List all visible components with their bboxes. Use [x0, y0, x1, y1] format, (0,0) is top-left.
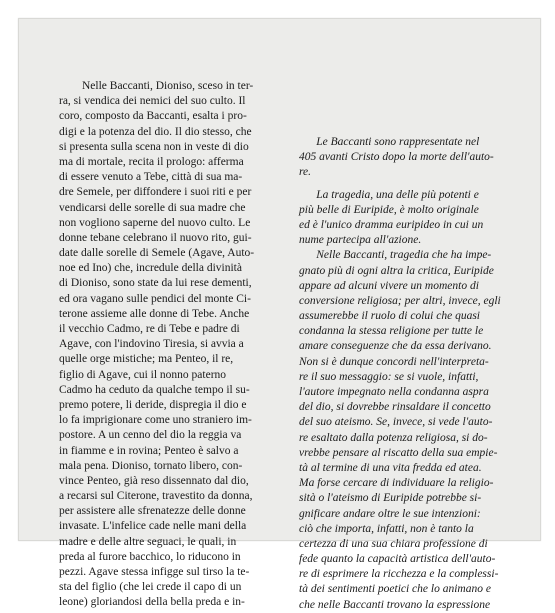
text-line: La tragedia, una delle più potenti e: [299, 188, 479, 201]
text-line: pezzi. Agave stessa infigge sul tirso la te-: [59, 566, 250, 578]
text-line: amare conseguenze che da essa derivano.: [299, 340, 492, 353]
text-line: noe ed Ino) che, incredule della divinità: [59, 262, 242, 275]
text-line: ra, si vendica dei nemici del suo culto. Il: [59, 95, 246, 108]
text-line: gnificare andare oltre le sue intenzioni:: [299, 507, 481, 520]
text-line: fede quanto la capacità artistica dell'auto-: [299, 553, 496, 566]
text-line: tà al termine di una vita fredda ed atea.: [299, 461, 482, 474]
text-line: del suo ateismo. Se, invece, si vede l'auto-: [299, 416, 493, 429]
text-line: per assistere alle sfrenatezze delle donne: [59, 505, 246, 518]
right-column-text: [299, 135, 501, 613]
left-column-text: [59, 79, 254, 611]
text-line: vince Penteo, già reso dissennato dal dio,: [59, 474, 249, 487]
text-line: non vogliono saperne del nuovo culto. Le: [59, 216, 251, 229]
text-line: [299, 181, 501, 188]
text-line: ma di mortale, recita il prologo: afferma: [59, 155, 244, 168]
text-line: Non si è dunque concordi nell'interpreta-: [299, 355, 489, 368]
text-line: a recarsi sul Citerone, travestito da donna,: [59, 490, 253, 503]
text-line: più belle di Euripide, è molto originale: [299, 203, 479, 216]
text-line: 405 avanti Cristo dopo la morte dell'auto-: [299, 151, 494, 164]
text-line: condanna la stessa religione per tutte le: [299, 325, 484, 338]
text-line: re il suo messaggio: se si vuole, infatti,: [299, 370, 479, 383]
text-line: vendicarsi delle sorelle di sua madre che: [59, 201, 246, 214]
text-line: ciò che importa, infatti, non è tanto la: [299, 522, 474, 535]
text-line: lo fa imprigionare come uno straniero im-: [59, 414, 252, 427]
text-line: postore. A un cenno del dio la reggia va: [59, 429, 242, 442]
text-line: Ma forse cercare di individuare la religio-: [299, 477, 494, 490]
text-line: terone assieme alle donne di Tebe. Anche: [59, 307, 250, 320]
text-line: Le Baccanti sono rappresentate nel: [299, 136, 480, 148]
text-line: digi e la potenza del dio. Il dio stesso, che: [59, 125, 252, 138]
text-line: gnato più di ogni altra la critica, Euripide: [299, 264, 494, 277]
text-line: mala pena. Dioniso, tornato libero, con-: [59, 459, 243, 472]
text-line: nume partecipa all'azione.: [299, 234, 422, 247]
text-line: sità o l'ateismo di Euripide potrebbe si-: [299, 492, 482, 505]
text-line: coro, composto da Baccanti, esalta i pro-: [59, 110, 247, 123]
text-line: Nelle Baccanti, tragedia che ha impe-: [299, 249, 492, 262]
scanned-page: [18, 18, 541, 611]
text-line: di Dioniso, sono state da lui rese dementi,: [59, 277, 252, 290]
text-line: appare ad alcuni vivere un momento di: [299, 279, 479, 292]
text-line: conversione religiosa; per altri, invece, egli: [299, 294, 501, 307]
text-line: leone) gloriandosi della bella preda e in-: [59, 596, 245, 609]
text-line: l'autore impegnato nella condanna aspra: [299, 386, 489, 398]
text-line: re esaltato dalla potenza religiosa, si do-: [299, 431, 488, 444]
text-line: assumerebbe il ruolo di colui che quasi: [299, 310, 480, 323]
text-line: figlio di Agave, cui il nonno paterno: [59, 368, 227, 381]
text-line: premo potere, li deride, dispregia il dio e: [59, 398, 247, 411]
text-line: del dio, si dovrebbe rinsaldare il concetto: [299, 401, 491, 414]
text-line: Nelle Baccanti, Dioniso, sceso in ter-: [59, 80, 254, 92]
text-line: ed è l'unico dramma euripideo in cui un: [299, 218, 484, 231]
text-line: si presenta sulla scena non in veste di dio: [59, 140, 249, 153]
text-line: vrebbe pensare al riscatto della sua empie-: [299, 446, 498, 459]
text-line: di essere venuto a Tebe, città di sua ma-: [59, 171, 243, 184]
text-line: invasate. L'infelice cade nelle mani della: [59, 520, 247, 533]
text-line: re.: [299, 166, 312, 179]
text-line: certezza di una sua chiara professione di: [299, 537, 488, 550]
text-line: Cadmo ha ceduto da qualche tempo il su-: [59, 383, 250, 396]
text-line: tà dei sentimenti poetici che lo animano e: [299, 583, 491, 596]
text-line: Agave, con l'indovino Tiresia, si avvia a: [59, 338, 244, 351]
text-line: quelle orge mistiche; ma Penteo, il re,: [59, 353, 234, 366]
text-line: preda al furore bacchico, lo riducono in: [59, 550, 241, 563]
text-line: re di esprimere la ricchezza e la complessi-: [299, 568, 499, 581]
text-line: che nelle Baccanti trovano la espressione: [299, 598, 491, 611]
text-line: date dalle sorelle di Semele (Agave, Auto-: [59, 247, 255, 260]
text-line: sta del figlio (che lei crede il capo di un: [59, 581, 242, 594]
text-line: in fiamme e in rovina; Penteo è salvo a: [59, 444, 239, 457]
text-line: madre e delle altre seguaci, le quali, in: [59, 535, 237, 548]
text-line: dre Semele, per diffondere i suoi riti e per: [59, 186, 252, 199]
text-line: donne tebane celebrano il nuovo rito, gui-: [59, 231, 252, 244]
text-line: ed ora vagano sulle pendici del monte Ci-: [59, 292, 251, 305]
text-line: il vecchio Cadmo, re di Tebe e padre di: [59, 323, 240, 335]
